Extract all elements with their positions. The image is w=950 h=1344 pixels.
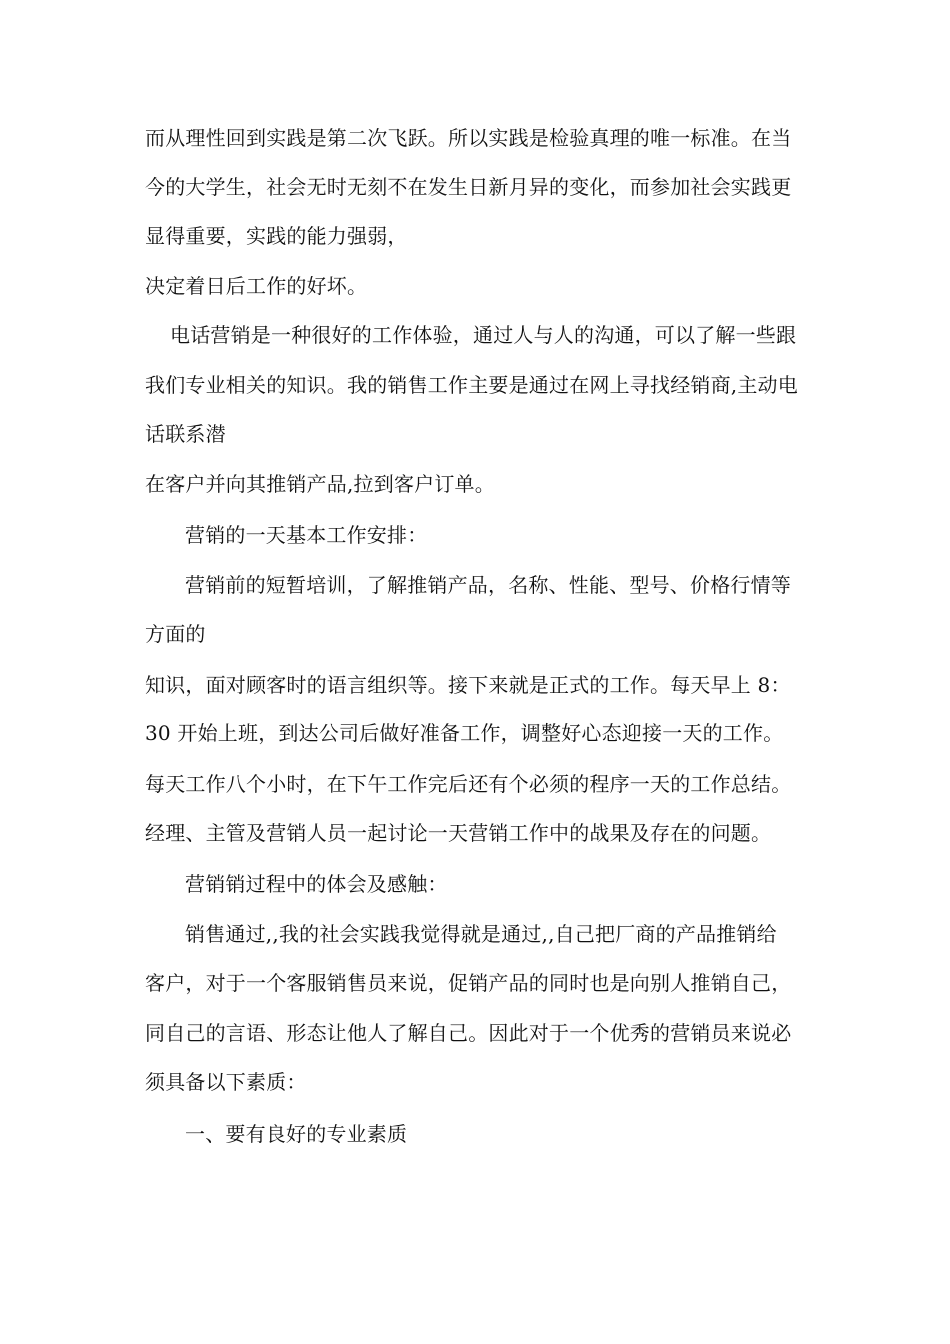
text-line: 电话营销是一种很好的工作体验，通过人与人的沟通，可以了解一些跟 [170,323,797,347]
text-line: 同自己的言语、形态让他人了解自己。因此对于一个优秀的营销员来说必 [145,1021,792,1045]
text-line: 须具备以下素质： [145,1070,307,1094]
text-line: 营销的一天基本工作安排： [185,523,428,547]
text-line: 营销前的短暂培训，了解推销产品，名称、性能、型号、价格行情等 [185,573,791,597]
text-line: 而从理性回到实践是第二次飞跃。所以实践是检验真理的唯一标准。在当 [145,126,792,150]
text-line: 我们专业相关的知识。我的销售工作主要是通过在网上寻找经销商,主动电 [145,373,798,397]
text-line: 决定着日后工作的好坏。 [145,274,368,298]
text-line: 话联系潜 [145,422,226,446]
text-line: 经理、主管及营销人员一起讨论一天营销工作中的战果及存在的问题。 [145,821,772,845]
text-line: 方面的 [145,622,206,646]
text-line: 每天工作八个小时，在下午工作完后还有个必须的程序一天的工作总结。 [145,772,792,796]
text-line: 营销销过程中的体会及感触： [185,872,448,896]
text-line: 30 开始上班，到达公司后做好准备工作，调整好心态迎接一天的工作。 [145,721,784,745]
text-line: 今的大学生，社会无时无刻不在发生日新月异的变化，而参加社会实践更 [145,175,792,199]
text-line: 知识，面对顾客时的语言组织等。接下来就是正式的工作。每天早上 8： [145,673,791,697]
text-line: 在客户并向其推销产品,拉到客户订单。 [145,472,495,496]
text-line: 显得重要，实践的能力强弱， [145,224,408,248]
text-line: 销售通过,,我的社会实践我觉得就是通过,,自己把厂商的产品推销给 [185,922,777,946]
text-line: 客户，对于一个客服销售员来说，促销产品的同时也是向别人推销自己， [145,971,792,995]
text-line: 一、要有良好的专业素质 [185,1122,408,1146]
